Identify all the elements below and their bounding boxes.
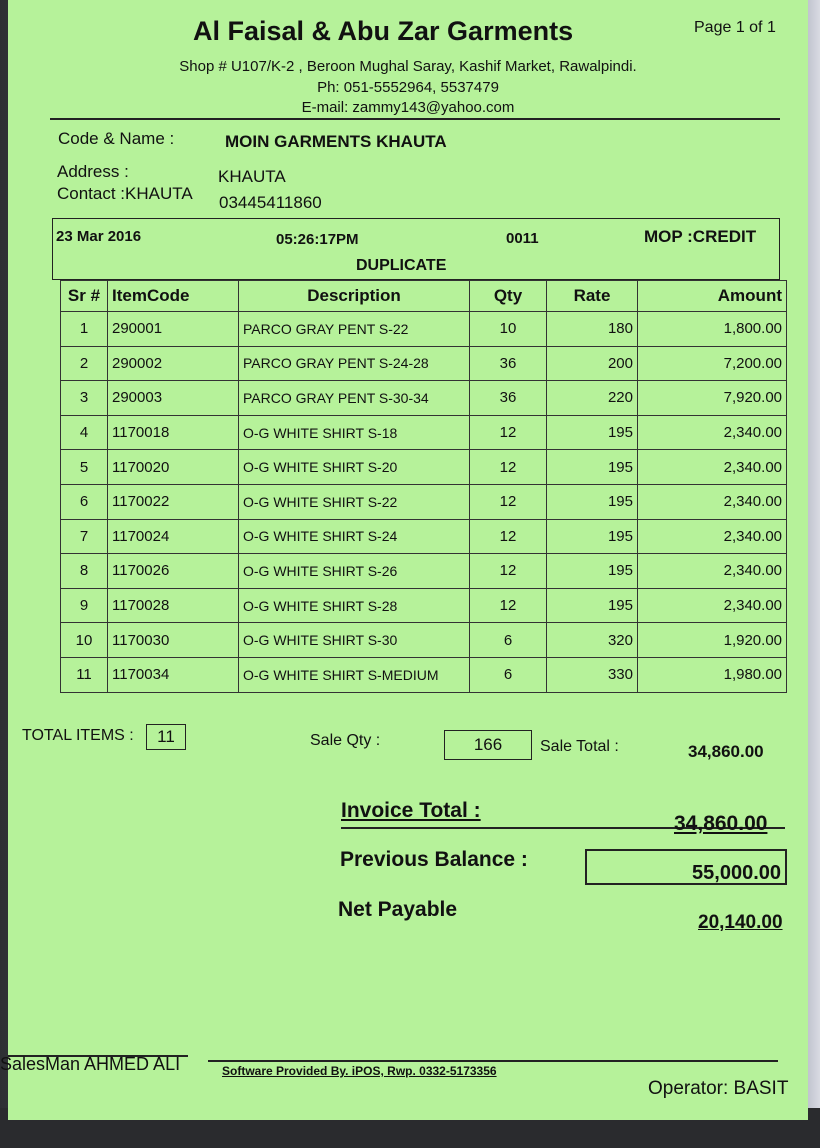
cell-amount: 1,920.00 xyxy=(638,623,787,658)
cell-qty: 12 xyxy=(470,519,547,554)
items-table xyxy=(60,280,787,693)
mode-of-payment: MOP :CREDIT xyxy=(644,227,757,246)
cell-rate: 195 xyxy=(547,484,638,519)
header-divider xyxy=(50,118,780,120)
cell-sr: 11 xyxy=(61,657,108,692)
cell-description: O-G WHITE SHIRT S-26 xyxy=(239,554,470,589)
cell-rate: 180 xyxy=(547,312,638,347)
cell-sr: 8 xyxy=(61,554,108,589)
sale-qty-label: Sale Qty : xyxy=(310,732,381,749)
cell-rate: 320 xyxy=(547,623,638,658)
cell-sr: 7 xyxy=(61,519,108,554)
cell-description: PARCO GRAY PENT S-30-34 xyxy=(239,381,470,416)
cell-rate: 195 xyxy=(547,519,638,554)
net-payable-value: 20,140.00 xyxy=(698,912,783,933)
cell-sr: 1 xyxy=(61,312,108,347)
cell-sr: 5 xyxy=(61,450,108,485)
cell-amount: 2,340.00 xyxy=(638,415,787,450)
cell-amount: 2,340.00 xyxy=(638,588,787,623)
table-row xyxy=(61,415,787,450)
cell-amount: 2,340.00 xyxy=(638,450,787,485)
cell-qty: 36 xyxy=(470,381,547,416)
cell-qty: 12 xyxy=(470,588,547,623)
table-row xyxy=(61,312,787,347)
invoice-number: 0011 xyxy=(506,230,539,247)
cell-rate: 195 xyxy=(547,554,638,589)
cell-qty: 10 xyxy=(470,312,547,347)
previous-balance-label: Previous Balance : xyxy=(340,848,528,871)
cell-amount: 7,200.00 xyxy=(638,346,787,381)
table-row xyxy=(61,657,787,692)
cell-amount: 1,800.00 xyxy=(638,312,787,347)
cell-qty: 12 xyxy=(470,484,547,519)
cell-sr: 4 xyxy=(61,415,108,450)
cell-qty: 6 xyxy=(470,623,547,658)
cell-qty: 36 xyxy=(470,346,547,381)
contact-label: Contact :KHAUTA xyxy=(57,184,193,203)
cell-itemcode: 290003 xyxy=(108,381,239,416)
cell-rate: 195 xyxy=(547,450,638,485)
invoice-date: 23 Mar 2016 xyxy=(56,228,142,245)
cell-itemcode: 1170024 xyxy=(108,519,239,554)
sale-total-label: Sale Total : xyxy=(540,738,619,755)
table-row xyxy=(61,381,787,416)
table-header-row xyxy=(61,281,787,312)
table-row xyxy=(61,554,787,589)
cell-itemcode: 1170034 xyxy=(108,657,239,692)
cell-itemcode: 290001 xyxy=(108,312,239,347)
cell-rate: 195 xyxy=(547,415,638,450)
cell-qty: 12 xyxy=(470,450,547,485)
operator: Operator: BASIT xyxy=(648,1078,789,1099)
cell-itemcode: 1170028 xyxy=(108,588,239,623)
cell-amount: 7,920.00 xyxy=(638,381,787,416)
company-address: Shop # U107/K-2 , Beroon Mughal Saray, Kashif Market, Rawalpindi. xyxy=(179,58,637,75)
cell-amount: 2,340.00 xyxy=(638,484,787,519)
cell-itemcode: 1170022 xyxy=(108,484,239,519)
cell-rate: 200 xyxy=(547,346,638,381)
cell-description: PARCO GRAY PENT S-24-28 xyxy=(239,346,470,381)
col-description: Description xyxy=(239,281,470,312)
table-row xyxy=(61,450,787,485)
cell-amount: 2,340.00 xyxy=(638,554,787,589)
col-itemcode: ItemCode xyxy=(108,281,239,312)
table-row xyxy=(61,346,787,381)
table-row xyxy=(61,519,787,554)
cell-sr: 2 xyxy=(61,346,108,381)
total-items-value: 11 xyxy=(146,724,186,750)
cell-description: O-G WHITE SHIRT S-24 xyxy=(239,519,470,554)
cell-itemcode: 1170026 xyxy=(108,554,239,589)
customer-name: MOIN GARMENTS KHAUTA xyxy=(225,132,447,151)
customer-address: KHAUTA xyxy=(218,167,286,186)
cell-amount: 2,340.00 xyxy=(638,519,787,554)
code-name-label: Code & Name : xyxy=(58,129,175,148)
cell-rate: 195 xyxy=(547,588,638,623)
sale-qty-value: 166 xyxy=(444,730,532,760)
cell-itemcode: 1170018 xyxy=(108,415,239,450)
table-row xyxy=(61,588,787,623)
col-qty: Qty xyxy=(470,281,547,312)
footer-divider xyxy=(208,1060,778,1062)
duplicate-label: DUPLICATE xyxy=(356,257,447,274)
cell-sr: 9 xyxy=(61,588,108,623)
col-sr: Sr # xyxy=(61,281,108,312)
invoice-total-label: Invoice Total : xyxy=(341,799,481,822)
sale-total-value: 34,860.00 xyxy=(688,742,764,761)
table-row xyxy=(61,484,787,519)
salesman: SalesMan AHMED ALI xyxy=(0,1054,181,1074)
cell-description: O-G WHITE SHIRT S-18 xyxy=(239,415,470,450)
table-row xyxy=(61,623,787,658)
cell-sr: 3 xyxy=(61,381,108,416)
total-items-label: TOTAL ITEMS : xyxy=(22,727,134,744)
cell-itemcode: 290002 xyxy=(108,346,239,381)
cell-amount: 1,980.00 xyxy=(638,657,787,692)
cell-rate: 330 xyxy=(547,657,638,692)
cell-itemcode: 1170020 xyxy=(108,450,239,485)
page-number: Page 1 of 1 xyxy=(694,19,776,36)
address-label: Address : xyxy=(57,162,129,181)
cell-description: O-G WHITE SHIRT S-MEDIUM xyxy=(239,657,470,692)
customer-contact: 03445411860 xyxy=(219,193,322,212)
previous-balance-value: 55,000.00 xyxy=(585,849,787,885)
cell-rate: 220 xyxy=(547,381,638,416)
company-email: E-mail: zammy143@yahoo.com xyxy=(301,99,515,116)
cell-description: O-G WHITE SHIRT S-20 xyxy=(239,450,470,485)
cell-sr: 6 xyxy=(61,484,108,519)
col-rate: Rate xyxy=(547,281,638,312)
cell-qty: 6 xyxy=(470,657,547,692)
invoice-time: 05:26:17PM xyxy=(276,231,359,248)
col-amount: Amount xyxy=(638,281,787,312)
company-phone: Ph: 051-5552964, 5537479 xyxy=(317,79,499,96)
cell-itemcode: 1170030 xyxy=(108,623,239,658)
invoice-total-value: 34,860.00 xyxy=(674,812,768,835)
company-name: Al Faisal & Abu Zar Garments xyxy=(193,16,574,46)
net-payable-label: Net Payable xyxy=(338,898,458,921)
software-credit: Software Provided By. iPOS, Rwp. 0332-5173356 xyxy=(222,1064,497,1078)
cell-qty: 12 xyxy=(470,415,547,450)
cell-qty: 12 xyxy=(470,554,547,589)
cell-description: PARCO GRAY PENT S-22 xyxy=(239,312,470,347)
cell-description: O-G WHITE SHIRT S-28 xyxy=(239,588,470,623)
cell-sr: 10 xyxy=(61,623,108,658)
cell-description: O-G WHITE SHIRT S-22 xyxy=(239,484,470,519)
cell-description: O-G WHITE SHIRT S-30 xyxy=(239,623,470,658)
